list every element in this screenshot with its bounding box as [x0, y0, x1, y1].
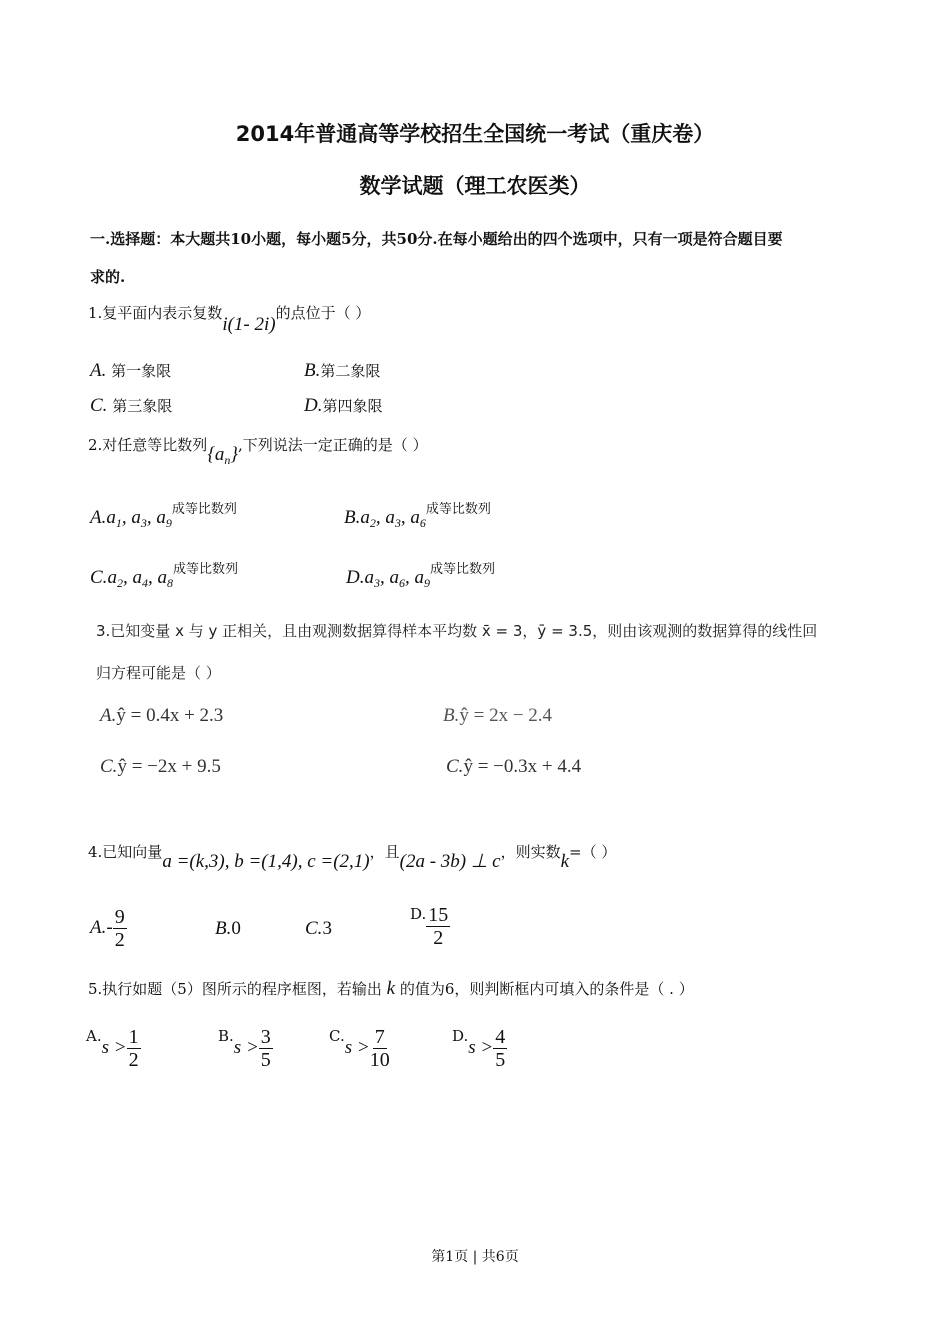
- section-instructions-line2: 求的.: [90, 268, 126, 286]
- exam-subtitle: 数学试题（理工农医类）: [359, 174, 591, 198]
- q1-expression: i(1- 2i): [222, 314, 276, 335]
- q1-option-a[interactable]: A. 第一象限: [90, 360, 172, 381]
- q1-prefix: 1.复平面内表示复数: [88, 304, 223, 322]
- q5-option-b[interactable]: B.s > $\frac{3}{5}$: [218, 1026, 271, 1071]
- question-3-line2: 归方程可能是（ ）: [96, 664, 221, 682]
- q2-option-b[interactable]: $B.a_2$, $a_3$, $a_6^{成等比数列}$: [344, 502, 491, 530]
- q2-option-c[interactable]: $C.a_2$, $a_4$, $a_8^{成等比数列}$: [90, 562, 238, 590]
- q4-option-c[interactable]: C.3: [305, 918, 332, 939]
- question-5: 5.执行如题（5）图所示的程序框图，若输出 k 的值为6，则判断框内可填入的条件是（ . ）: [88, 978, 694, 999]
- q3-option-c[interactable]: C.ŷ = −2x + 9.5: [100, 756, 221, 777]
- page-footer: 第1页 | 共6页: [431, 1249, 519, 1265]
- question-4: 4.已知向量a =(k,3), b =(1,4), c =(2,1)，且(2a - 3b) ⊥ c，则实数k=（ ）: [88, 843, 617, 872]
- q1-suffix: 的点位于（ ）: [275, 304, 371, 322]
- q5-option-a[interactable]: A.s > $\frac{1}{2}$: [86, 1026, 139, 1071]
- q1-option-c[interactable]: C. 第三象限: [90, 395, 173, 416]
- q5-option-d[interactable]: D.s > $\frac{4}{5}$: [452, 1026, 506, 1071]
- q1-option-b[interactable]: B.第二象限: [304, 360, 381, 381]
- q2-option-d[interactable]: $D.a_3$, $a_6$, $a_9^{成等比数列}$: [346, 562, 495, 590]
- q4-option-d[interactable]: D. $\frac{15}{2}$: [410, 904, 449, 949]
- section-instructions-line1: 一.选择题：本大题共10小题，每小题5分，共50分.在每小题给出的四个选项中，只有一项是符合题目要: [90, 230, 783, 248]
- q3-option-d[interactable]: C.ŷ = −0.3x + 4.4: [446, 756, 582, 777]
- q2-option-a[interactable]: $A.a_1$, $a_3$, $a_9^{成等比数列}$: [90, 502, 237, 530]
- q4-option-a[interactable]: A.- $\frac{9}{2}$: [90, 906, 125, 951]
- question-2: 2.对任意等比数列$\{a_n\}$,下列说法一定正确的是（ ）: [88, 436, 428, 467]
- q4-option-b[interactable]: B.0: [215, 918, 241, 939]
- q3-option-a[interactable]: A.ŷ = 0.4x + 2.3: [100, 705, 224, 726]
- q4-vectors: a =(k,3), b =(1,4), c =(2,1): [162, 851, 370, 872]
- q5-option-c[interactable]: C.s > $\frac{7}{10}$: [329, 1026, 390, 1071]
- q1-option-d[interactable]: D.第四象限: [304, 395, 383, 416]
- question-3-line1: 3.已知变量 x 与 y 正相关，且由观测数据算得样本平均数 x̄ = 3，ȳ = 3.5，则由该观测的数据算得的线性回: [96, 622, 818, 640]
- q3-option-b[interactable]: B.ŷ = 2x − 2.4: [443, 705, 553, 726]
- question-1: [88, 302, 371, 335]
- q4-condition: (2a - 3b) ⊥ c: [399, 851, 501, 872]
- exam-title: 2014年普通高等学校招生全国统一考试（重庆卷）: [235, 122, 715, 146]
